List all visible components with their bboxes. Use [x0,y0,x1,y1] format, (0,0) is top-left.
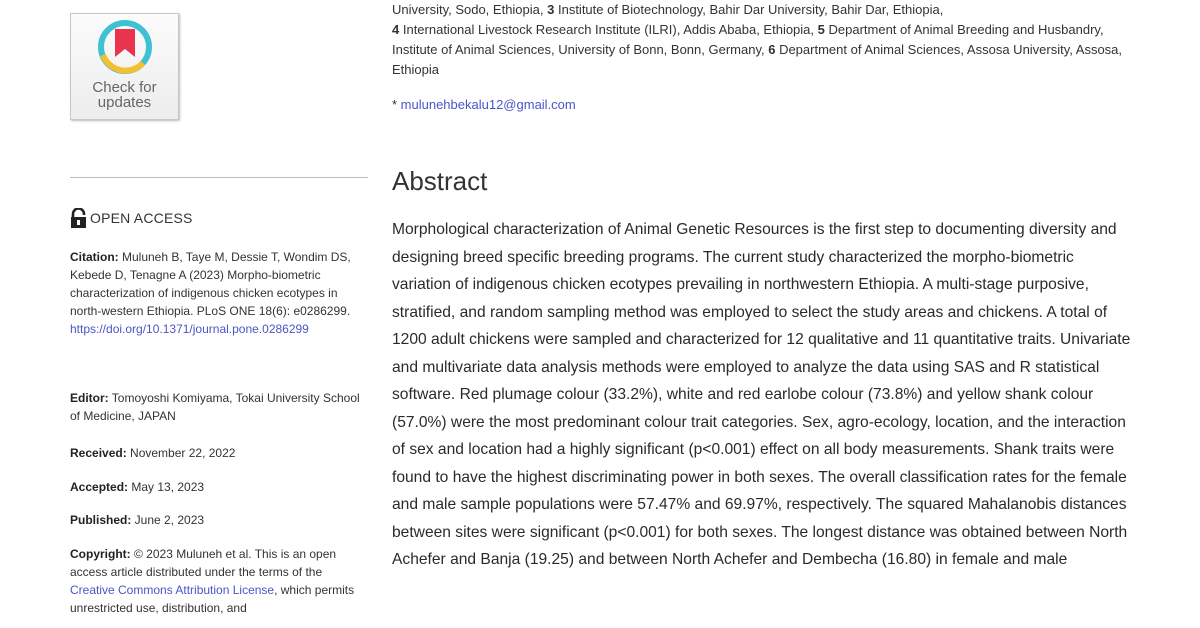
open-access-label [70,208,193,228]
license-link[interactable]: Creative Commons Attribution License [70,583,275,597]
open-access-text: OPEN ACCESS [90,210,193,226]
badge-label-line2: updates [97,94,152,111]
citation-text: Muluneh B, Taye M, Dessie T, Wondim DS, Kebede D, Tenagne A (2023) Morpho-biometric characterization of indigenous chicken ecotypes in north-western Ethiopia. PLoS ONE 18(6): e0286299. [70,250,351,318]
check-for-updates-badge[interactable] [70,13,179,120]
published-block [70,511,360,529]
affiliation-prefix: University, Sodo, Ethiopia, [392,2,548,17]
sidebar-divider [70,177,368,178]
affiliation-number: 5 [817,22,825,37]
doi-link[interactable]: https://doi.org/10.1371/journal.pone.0286299 [70,322,309,336]
abstract-text: Morphological characterization of Animal Genetic Resources is the first step to documenting diversity and designing breed specific breeding programs. The current study characterized the morpho-biometric variation of indigenous chicken ecotypes prevailing in northwestern Ethiopia. A multi-stage purposive, stratified, and random sampling method was employed to select the study areas and chickens. A total of 1200 adult chickens were sampled and characterized for 12 qualitative and 11 quantitative traits. Univariate and multivariate data analysis methods were employed to analyze the data using SAS and R statistical software. Red plumage colour (33.2%), white and red earlobe colour (73.8%) and yellow shank colour (57.0%) were the most predominant colour trait categories. Sex, agro-ecology, location, and the interaction of sex and location had a highly significant (p<0.001) effect on all body measurements. Shank traits were found to have the highest discriminating power in both sexes. The overall classification rates for the female and male sample populations were 57.47% and 69.97%, respectively. The squared Mahalanobis distances between sites were significant (p<0.001) for both sexes. The longest distance was obtained between North Achefer and Banja (19.25) and between North Achefer and Dembecha (16.80) in female and male [392,221,1131,568]
received-label: Received: [70,446,127,460]
email-marker: * [392,97,401,112]
editor-label: Editor: [70,391,109,405]
open-lock-icon [70,208,87,228]
copyright-text: © 2023 Muluneh et al. This is an open access article distributed under the terms of the [70,547,337,579]
citation-block [70,248,360,338]
corresponding-email [392,97,576,112]
copyright-block [70,545,360,617]
badge-label [71,80,178,110]
affiliation-text: International Livestock Research Institute (ILRI), Addis Ababa, Ethiopia, [399,22,818,37]
accepted-block [70,478,360,496]
received-date: November 22, 2022 [126,446,236,460]
affiliation-text: Department of Animal Breeding and Husbandry, Institute of Animal Sciences, University of Bonn, Bonn, Germany, [392,22,1104,57]
affiliation-text: Institute of Biotechnology, Bahir Dar University, Bahir Dar, Ethiopia, [554,2,944,17]
accepted-date: May 13, 2023 [128,480,205,494]
published-date: June 2, 2023 [131,513,205,527]
editor-text: Tomoyoshi Komiyama, Tokai University School of Medicine, JAPAN [70,391,360,423]
affiliations [392,0,1132,80]
editor-block [70,389,360,425]
affiliation-text: Department of Animal Sciences, Assosa University, Assosa, Ethiopia [392,42,1123,77]
affiliation-number: 3 [547,2,555,17]
received-block [70,444,360,462]
accepted-label: Accepted: [70,480,129,494]
crossmark-icon [97,19,153,75]
affiliation-number: 4 [392,22,400,37]
citation-label: Citation: [70,250,119,264]
email-link[interactable]: mulunehbekalu12@gmail.com [400,97,576,112]
badge-label-line1: Check for [92,79,157,96]
affiliation-number: 6 [768,42,776,57]
copyright-text-after: , which permits unrestricted use, distribution, and [70,583,355,615]
published-label: Published: [70,513,132,527]
copyright-label: Copyright: [70,547,131,561]
abstract-heading: Abstract [392,166,488,196]
